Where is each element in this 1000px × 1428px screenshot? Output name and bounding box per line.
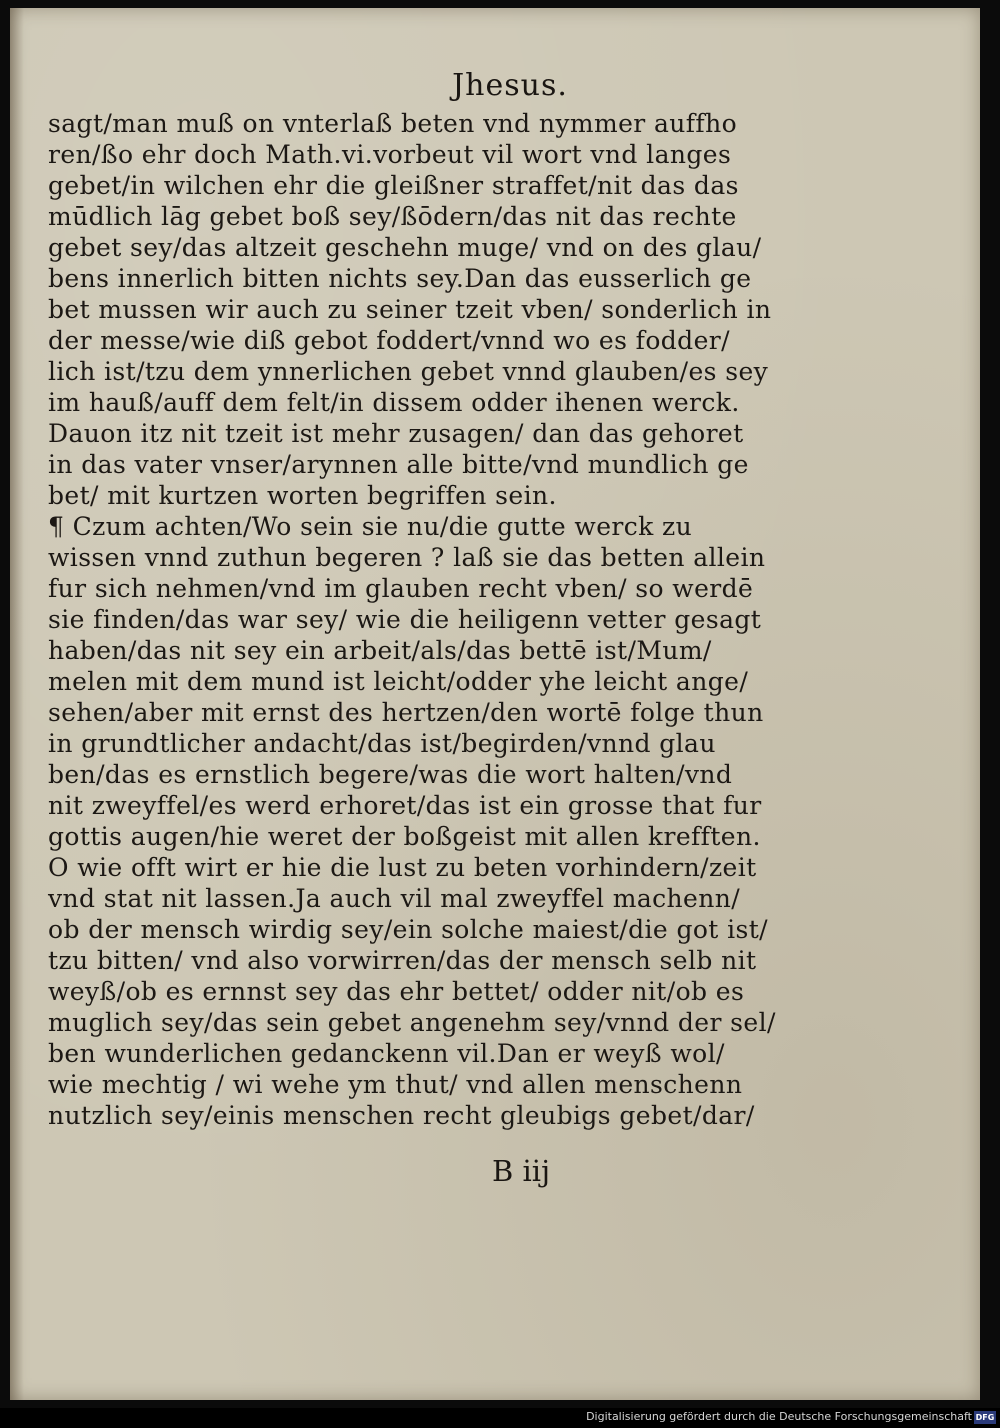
text-line: Dauon itz nit tzeit ist mehr zusagen/ dan das gehoret [48, 419, 744, 448]
text-line: bet mussen wir auch zu seiner tzeit vben/ sonderlich in [48, 295, 772, 324]
footer-bar [0, 1408, 1000, 1428]
text-line: sehen/aber mit ernst des hertzen/den wortē folge thun [48, 698, 764, 727]
text-line: O wie offt wirt er hie die lust zu beten vorhindern/zeit [48, 853, 757, 882]
text-line: sagt/man muß on vnterlaß beten vnd nymmer auffho [48, 109, 738, 138]
text-line: vnd stat nit lassen.Ja auch vil mal zweyffel machenn/ [48, 884, 741, 913]
text-line: weyß/ob es ernnst sey das ehr bettet/ odder nit/ob es [48, 977, 745, 1006]
text-line: tzu bitten/ vnd also vorwirren/das der mensch selb nit [48, 946, 757, 975]
text-line: in das vater vnser/arynnen alle bitte/vnd mundlich ge [48, 450, 749, 479]
text-line: wissen vnnd zuthun begeren ? laß sie das betten allein [48, 543, 766, 572]
text-line: gebet/in wilchen ehr die gleißner straffet/nit das das [48, 171, 739, 200]
text-line: wie mechtig / wi wehe ym thut/ vnd allen menschenn [48, 1070, 743, 1099]
text-line: gottis augen/hie weret der boßgeist mit allen krefften. [48, 822, 761, 851]
text-line: ob der mensch wirdig sey/ein solche maiest/die got ist/ [48, 915, 768, 944]
text-line: bet/ mit kurtzen worten begriffen sein. [48, 481, 557, 510]
text-line: im hauß/auff dem felt/in dissem odder ihenen werck. [48, 388, 740, 417]
text-line: gebet sey/das altzeit geschehn muge/ vnd on des glau/ [48, 233, 762, 262]
dfg-logo: DFG [975, 1413, 995, 1422]
text-block [48, 108, 776, 1131]
text-line: muglich sey/das sein gebet angenehm sey/vnnd der sel/ [48, 1008, 776, 1037]
text-line: melen mit dem mund ist leicht/odder yhe leicht ange/ [48, 667, 749, 696]
text-line: ben wunderlichen gedanckenn vil.Dan er weyß wol/ [48, 1039, 725, 1068]
page-gutter-shadow [10, 8, 24, 1400]
funding-credit: Digitalisierung gefördert durch die Deutsche Forschungsgemeinschaft [586, 1410, 972, 1423]
text-line: lich ist/tzu dem ynnerlichen gebet vnnd glauben/es sey [48, 357, 769, 386]
book-page [10, 8, 980, 1400]
text-line: haben/das nit sey ein arbeit/als/das bettē ist/Mum/ [48, 636, 712, 665]
text-line: sie finden/das war sey/ wie die heiligenn vetter gesagt [48, 605, 762, 634]
signature-mark: B iij [492, 1154, 551, 1188]
text-line: in grundtlicher andacht/das ist/begirden/vnnd glau [48, 729, 716, 758]
text-line: fur sich nehmen/vnd im glauben recht vben/ so werdē [48, 574, 754, 603]
text-line: der messe/wie diß gebot foddert/vnnd wo es fodder/ [48, 326, 730, 355]
text-line: ¶ Czum achten/Wo sein sie nu/die gutte werck zu [48, 512, 693, 541]
text-line: mūdlich lāg gebet boß sey/ßōdern/das nit das rechte [48, 202, 737, 231]
running-head: Jhesus. [452, 68, 568, 103]
text-line: ren/ßo ehr doch Math.vi.vorbeut vil wort vnd langes [48, 140, 732, 169]
text-line: nutzlich sey/einis menschen recht gleubigs gebet/dar/ [48, 1101, 755, 1130]
text-line: nit zweyffel/es werd erhoret/das ist ein grosse that fur [48, 791, 762, 820]
text-line: ben/das es ernstlich begere/was die wort halten/vnd [48, 760, 733, 789]
text-line: bens innerlich bitten nichts sey.Dan das eusserlich ge [48, 264, 752, 293]
